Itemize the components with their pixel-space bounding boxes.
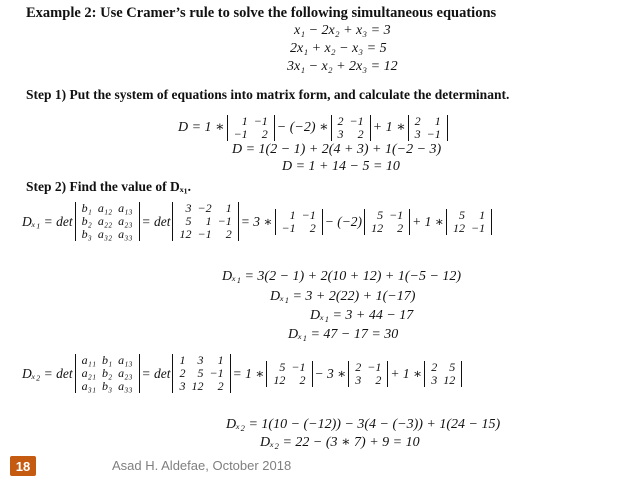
- step2-heading: Step 2) Find the value of Dₓ₁.: [26, 179, 192, 194]
- dx2-numeric-matrix: 1 2 3 3 5 12 1 −1 2: [172, 354, 230, 393]
- footer-author: Asad H. Aldefae, October 2018: [112, 458, 292, 473]
- dx2-symbolic-matrix: a₁₁ a₂₁ a₃₁ b₁ b₂ b₃ a₁₃ a₂₃ a₃₃: [75, 354, 140, 393]
- minor-matrix-2: 2 3 −1 2: [331, 115, 371, 141]
- equation-2: 2x₁ + x₂ − x₃ = 5: [290, 41, 387, 56]
- dx2-eq-det: = det: [141, 365, 171, 381]
- minor-matrix-3: 2 3 1 −1: [408, 115, 448, 141]
- dx2-lhs: Dₓ₂ = det: [22, 365, 73, 381]
- dx2-expand-prefix: = 1 ∗: [232, 365, 265, 381]
- dx1-symbolic-matrix: b₁ b₂ b₃ a₁₂ a₂₂ a₃₂ a₁₃ a₂₃ a₃₃: [75, 202, 140, 241]
- step1-line2: D = 1(2 − 1) + 2(4 + 3) + 1(−2 − 3): [232, 142, 442, 157]
- example-title: Example 2: Use Cramer’s rule to solve the following simultaneous equations: [26, 5, 497, 21]
- minor-matrix-1: 1 −1 −1 2: [227, 115, 275, 141]
- dx1-lhs: Dₓ₁ = det: [22, 213, 73, 229]
- dx1-result-1: Dₓ₁ = 3(2 − 1) + 2(10 + 12) + 1(−5 − 12): [222, 269, 462, 284]
- step1-determinant-expansion: [178, 115, 450, 141]
- dx2-result-1: Dₓ₂ = 1(10 − (−12)) − 3(4 − (−3)) + 1(24 − 15): [226, 417, 501, 432]
- dx2-minor-2: 2 3 −1 2: [348, 361, 388, 387]
- dx2-result-2: Dₓ₂ = 22 − (3 ∗ 7) + 9 = 10: [260, 435, 420, 450]
- op-2: + 1 ∗: [372, 120, 406, 135]
- slide-number: 18: [10, 456, 36, 476]
- d-prefix: D = 1 ∗: [178, 120, 225, 135]
- dx1-minor-1: 1 −1 −1 2: [275, 209, 323, 235]
- dx1-result-2: Dₓ₁ = 3 + 2(22) + 1(−17): [270, 289, 416, 304]
- dx1-op-1: − (−2): [324, 213, 363, 229]
- dx1-result-4: Dₓ₁ = 47 − 17 = 30: [288, 327, 399, 342]
- step1-heading: Step 1) Put the system of equations into matrix form, and calculate the determinant.: [26, 87, 510, 102]
- dx1-minor-2: 5 12 −1 2: [364, 209, 410, 235]
- dx1-expand-prefix: = 3 ∗: [240, 213, 273, 229]
- dx1-numeric-matrix: 3 5 12 −2 1 −1 1 −1 2: [172, 202, 238, 241]
- step1-line3: D = 1 + 14 − 5 = 10: [282, 159, 400, 174]
- dx1-result-3: Dₓ₁ = 3 + 44 − 17: [310, 308, 414, 323]
- dx2-op-1: − 3 ∗: [314, 365, 347, 381]
- dx1-minor-3: 5 12 1 −1: [446, 209, 492, 235]
- op-1: − (−2) ∗: [276, 120, 329, 135]
- equation-1: x₁ − 2x₂ + x₃ = 3: [294, 23, 391, 38]
- dx2-determinant-expansion: [22, 354, 464, 393]
- equation-3: 3x₁ − x₂ + 2x₃ = 12: [287, 59, 398, 74]
- dx2-op-2: + 1 ∗: [390, 365, 423, 381]
- dx1-op-2: + 1 ∗: [412, 213, 444, 229]
- dx2-minor-1: 5 12 −1 2: [266, 361, 312, 387]
- dx2-minor-3: 2 3 5 12: [424, 361, 462, 387]
- dx1-determinant-expansion: [22, 202, 494, 241]
- dx1-eq-det: = det: [141, 213, 171, 229]
